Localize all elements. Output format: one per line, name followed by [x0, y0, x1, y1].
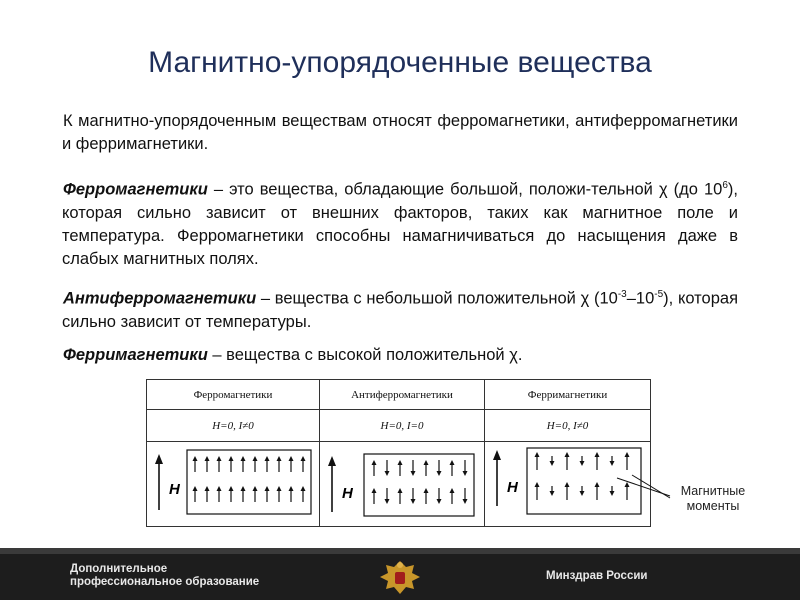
- field-label: H: [169, 481, 180, 498]
- condition-ferri: H=0, I≠0: [485, 410, 651, 442]
- table-condition-row: [147, 410, 651, 442]
- ferri-term: Ферримагнетики: [63, 346, 208, 364]
- moment-arrow-up-icon: [253, 486, 258, 502]
- moment-arrow-up-icon: [565, 452, 570, 470]
- moment-arrow-down-icon: [550, 486, 555, 496]
- page-title: Магнитно-упорядоченные вещества: [148, 46, 652, 79]
- footer-left-line2: профессиональное образование: [70, 576, 260, 588]
- moment-arrow-down-icon: [610, 456, 615, 466]
- ferro-moments-diagram: [147, 442, 319, 526]
- ferro-sup: 6: [722, 180, 728, 191]
- moment-arrow-down-icon: [385, 488, 390, 504]
- coat-of-arms-icon: [372, 557, 428, 597]
- moment-arrow-down-icon: [411, 488, 416, 504]
- moment-arrows: [535, 452, 630, 500]
- ferri-text: – вещества с высокой положительной χ.: [207, 346, 523, 364]
- moment-arrow-up-icon: [193, 456, 198, 472]
- moment-arrow-up-icon: [241, 456, 246, 472]
- moment-arrow-up-icon: [229, 456, 234, 472]
- moment-arrow-up-icon: [229, 486, 234, 502]
- magnetic-order-table: [146, 379, 651, 527]
- field-label: H: [507, 479, 518, 496]
- moment-arrow-up-icon: [265, 456, 270, 472]
- moment-arrow-up-icon: [301, 486, 306, 502]
- field-arrow-icon: [493, 450, 501, 506]
- intro-text: К магнитно-упорядоченным веществам относят ферромагнетики, антиферромагнетики и ферримагнетики.: [62, 112, 738, 153]
- callout-line1: Магнитные: [680, 484, 746, 498]
- moment-arrow-up-icon: [372, 460, 377, 476]
- moment-arrow-down-icon: [580, 486, 585, 496]
- ferro-paragraph: [62, 174, 738, 271]
- moment-arrow-up-icon: [450, 488, 455, 504]
- antiferro-sup1: -3: [617, 289, 627, 300]
- antiferro-text-a: – вещества с небольшой положительной χ (10: [256, 289, 618, 308]
- moment-arrow-up-icon: [595, 452, 600, 470]
- condition-antiferro: H=0, I=0: [320, 410, 485, 442]
- header-ferri: Ферримагнетики: [485, 380, 651, 410]
- ferro-term: Ферромагнетики: [63, 180, 208, 199]
- lattice-box: [364, 454, 474, 516]
- moment-arrow-down-icon: [550, 456, 555, 466]
- field-label: H: [342, 485, 353, 502]
- footer-left-line1: Дополнительное: [70, 563, 168, 575]
- table-diagram-row: [147, 442, 651, 527]
- antiferro-dash: –10: [626, 289, 655, 308]
- moment-arrow-down-icon: [463, 488, 468, 504]
- moment-arrow-up-icon: [372, 488, 377, 504]
- moment-arrow-down-icon: [610, 486, 615, 496]
- ferri-paragraph: [62, 344, 738, 367]
- header-ferro: Ферромагнетики: [147, 380, 320, 410]
- diagram-ferro: [147, 442, 320, 527]
- header-antiferro: Антиферромагнетики: [320, 380, 485, 410]
- moment-arrow-up-icon: [450, 460, 455, 476]
- antiferro-text-b: ), которая сильно зависит от температуры.: [62, 289, 739, 331]
- moment-arrows: [372, 460, 468, 504]
- moment-arrow-up-icon: [289, 456, 294, 472]
- footer-left-text: [70, 563, 259, 589]
- moment-arrow-up-icon: [193, 486, 198, 502]
- moment-arrow-up-icon: [277, 486, 282, 502]
- table-header-row: [147, 380, 651, 410]
- moment-arrow-up-icon: [565, 482, 570, 500]
- field-arrow-icon: [155, 454, 163, 510]
- ferro-text-b: ), которая сильно зависит от внешних факторов, таких как магнитное поле и температура. Ферромагнетики способны намагничиваться до насыщения даже в слабых магнитных полях.: [62, 180, 738, 268]
- moment-arrow-up-icon: [625, 452, 630, 470]
- antiferro-sup2: -5: [654, 289, 664, 300]
- antiferro-term: Антиферромагнетики: [63, 289, 257, 308]
- moment-arrow-up-icon: [398, 488, 403, 504]
- moment-arrow-up-icon: [217, 456, 222, 472]
- moment-arrow-up-icon: [595, 482, 600, 500]
- moment-arrow-up-icon: [398, 460, 403, 476]
- moment-arrow-up-icon: [424, 488, 429, 504]
- moment-arrow-down-icon: [411, 460, 416, 476]
- ferri-moments-diagram: [485, 442, 653, 526]
- moment-arrow-up-icon: [625, 482, 630, 500]
- antiferro-moments-diagram: [320, 442, 484, 526]
- moment-arrow-down-icon: [437, 488, 442, 504]
- footer-bar: [0, 548, 800, 600]
- diagram-antiferro: [320, 442, 485, 527]
- antiferro-paragraph: [62, 283, 738, 334]
- callout-line2: моменты: [686, 499, 740, 513]
- moment-arrow-up-icon: [535, 482, 540, 500]
- footer-right-text: Минздрав России: [546, 570, 648, 582]
- moment-arrow-up-icon: [205, 456, 210, 472]
- condition-ferro: H=0, I≠0: [147, 410, 320, 442]
- moment-arrow-up-icon: [424, 460, 429, 476]
- lattice-box: [527, 448, 641, 514]
- moment-arrow-up-icon: [265, 486, 270, 502]
- moment-arrow-up-icon: [301, 456, 306, 472]
- diagram-ferri: [485, 442, 651, 527]
- moment-arrow-up-icon: [205, 486, 210, 502]
- moment-arrow-up-icon: [217, 486, 222, 502]
- moment-arrow-down-icon: [463, 460, 468, 476]
- moment-arrow-up-icon: [289, 486, 294, 502]
- field-arrow-icon: [328, 456, 336, 512]
- moment-arrow-up-icon: [535, 452, 540, 470]
- magnetic-moments-callout: [668, 484, 758, 514]
- ferro-text-a: – это вещества, обладающие большой, положи-тельной χ (до 10: [207, 180, 723, 199]
- moment-arrow-down-icon: [580, 456, 585, 466]
- moment-arrows: [193, 456, 306, 502]
- moment-arrow-down-icon: [385, 460, 390, 476]
- moment-arrow-up-icon: [277, 456, 282, 472]
- moment-arrow-up-icon: [241, 486, 246, 502]
- intro-paragraph: [62, 110, 738, 156]
- moment-arrow-down-icon: [437, 460, 442, 476]
- moment-arrow-up-icon: [253, 456, 258, 472]
